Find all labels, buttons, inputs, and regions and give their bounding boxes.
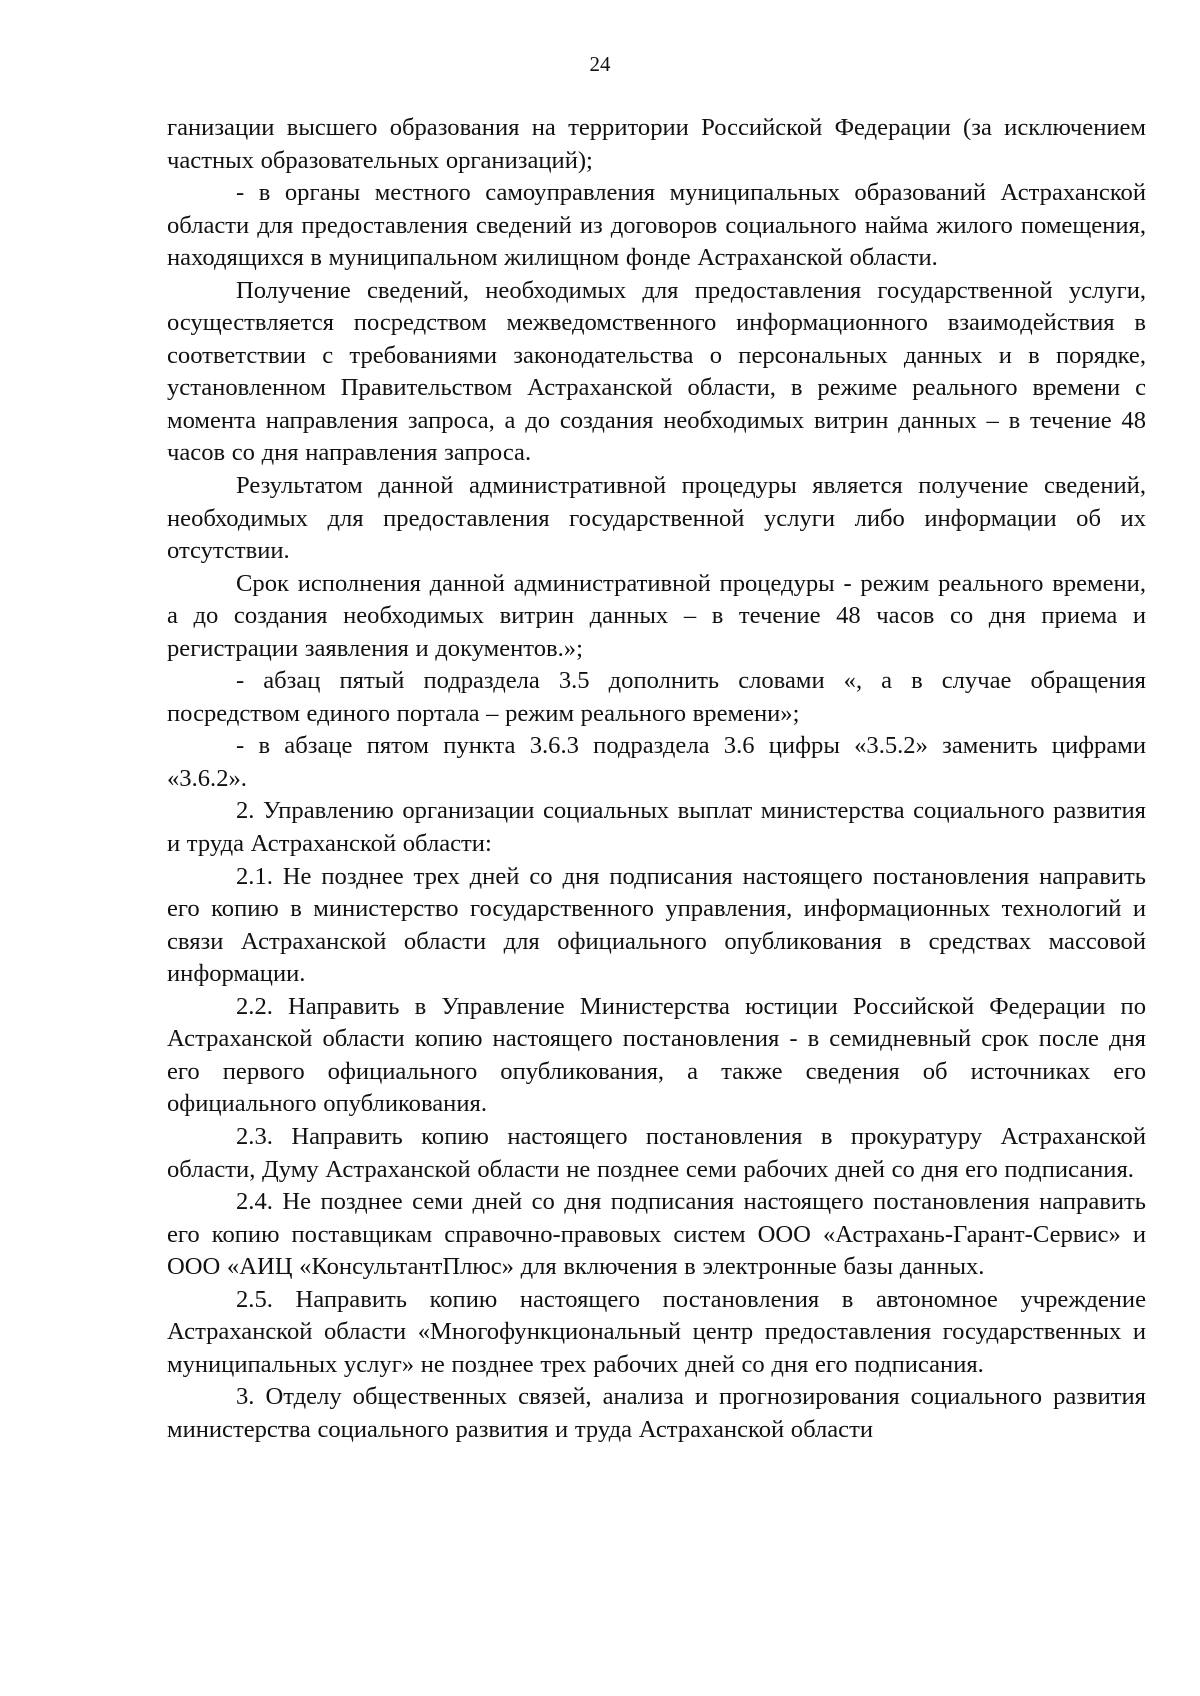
paragraph-amendment-3-6-3: - в абзаце пятом пункта 3.6.3 подраздела 3.6 цифры «3.5.2» заменить цифрами «3.6.2». <box>167 732 1146 792</box>
paragraph-procedure-result: Результатом данной административной процедуры является получение сведений, необходимых для предоставления государственной услуги либо информации об их отсутствии. <box>167 472 1146 565</box>
paragraph-information-receipt: Получение сведений, необходимых для предоставления государственной услуги, осуществляется посредством межведомственного информационного взаимодействия в соответствии с требованиями законодательства о персональных данных и в порядке, установленном Правительством Астраханской области, в режиме реального времени с момента направления запроса, а до создания необходимых витрин данных – в течение 48 часов со дня направления запроса. <box>167 276 1146 467</box>
page-number: 24 <box>589 52 611 76</box>
paragraph-amendment-3-5: - абзац пятый подраздела 3.5 дополнить словами «, а в случае обращения посредством единого портала – режим реального времени»; <box>167 667 1146 727</box>
paragraph-item-3: 3. Отделу общественных связей, анализа и прогнозирования социального развития министерства социального развития и труда Астраханской области <box>167 1383 1146 1443</box>
document-body <box>167 112 1146 1446</box>
paragraph-item-2-3: 2.3. Направить копию настоящего постановления в прокуратуру Астраханской области, Думу Астраханской области не позднее семи рабочих дней со дня его подписания. <box>167 1122 1146 1183</box>
paragraph-local-government-bodies: - в органы местного самоуправления муниципальных образований Астраханской области для предоставления сведений из договоров социального найма жилого помещения, находящихся в муниципальном жилищном фонде Астраханской области. <box>167 179 1146 272</box>
paragraph-item-2-5: 2.5. Направить копию настоящего постановления в автономное учреждение Астраханской области «Многофункциональный центр предоставления государственных и муниципальных услуг» не позднее трех рабочих дней со дня его подписания. <box>167 1285 1146 1378</box>
paragraph-item-2-4: 2.4. Не позднее семи дней со дня подписания настоящего постановления направить его копию поставщикам справочно-правовых систем ООО «Астрахань-Гарант-Сервис» и ООО «АИЦ «КонсультантПлюс» для включения в электронные базы данных. <box>167 1188 1146 1281</box>
paragraph-procedure-term: Срок исполнения данной административной процедуры - режим реального времени, а до создания необходимых витрин данных – в течение 48 часов со дня приема и регистрации заявления и документов.»; <box>167 569 1146 662</box>
paragraph-item-2-2: 2.2. Направить в Управление Министерства юстиции Российской Федерации по Астраханской области копию настоящего постановления - в семидневный срок после дня его первого официального опубликования, а также сведения об источниках его официального опубликования. <box>167 992 1146 1118</box>
paragraph-item-2: 2. Управлению организации социальных выплат министерства социального развития и труда Астраханской области: <box>167 797 1146 858</box>
paragraph-continuation: ганизации высшего образования на территории Российской Федерации (за исключением частных образовательных организаций); <box>167 114 1146 174</box>
paragraph-item-2-1: 2.1. Не позднее трех дней со дня подписания настоящего постановления направить его копию в министерство государственного управления, информационных технологий и связи Астраханской области для официального опубликования в средствах массовой информации. <box>167 862 1146 988</box>
